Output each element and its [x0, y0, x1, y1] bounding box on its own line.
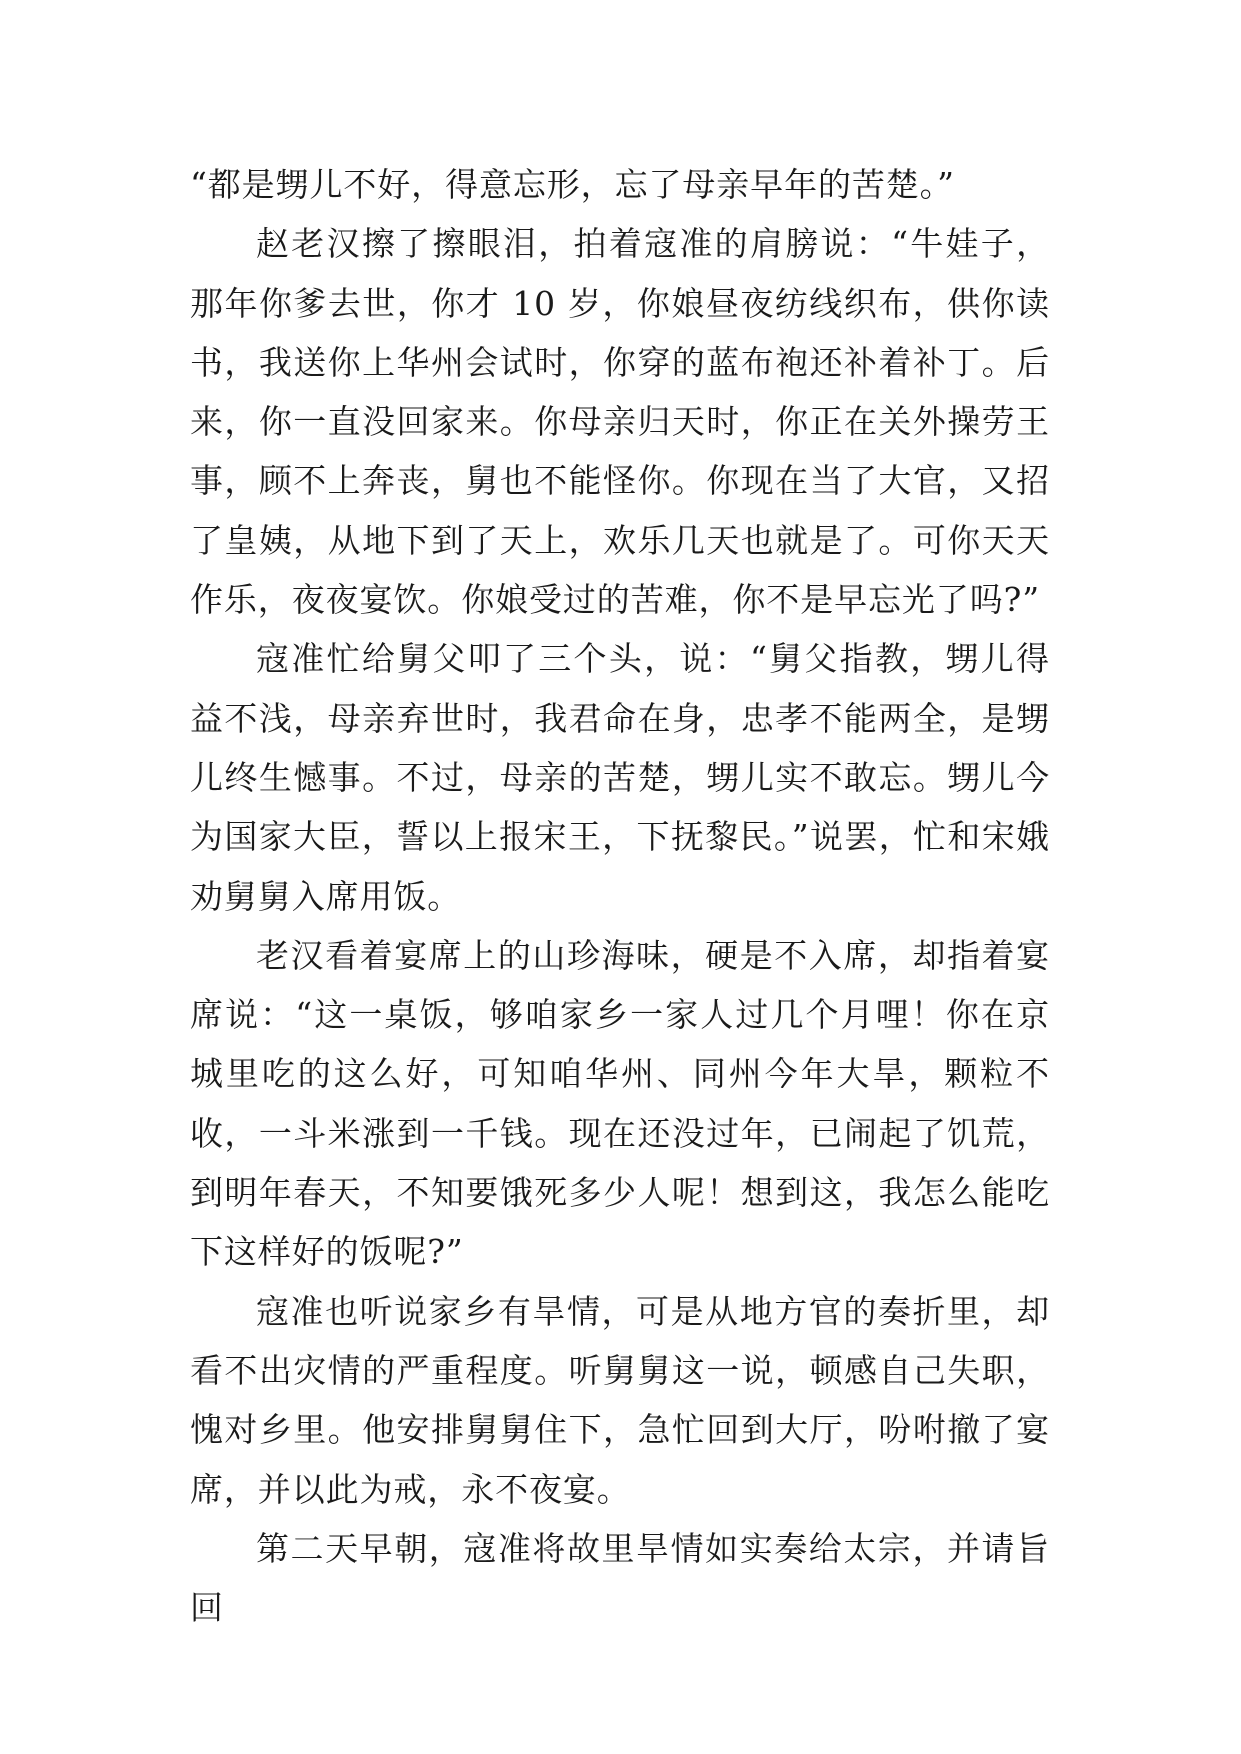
body-text	[190, 155, 1050, 1637]
paragraph: 赵老汉擦了擦眼泪，拍着寇准的肩膀说：“牛娃子，那年你爹去世，你才 10 岁，你娘昼夜纺线织布，供你读书，我送你上华州会试时，你穿的蓝布袍还补着补丁。后来，你一直没回家来。你母亲归天时，你正在关外操劳王事，顾不上奔丧，舅也不能怪你。你现在当了大官，又招了皇姨，从地下到了天上，欢乐几天也就是了。可你天天作乐，夜夜宴饮。你娘受过的苦难，你不是早忘光了吗?”	[190, 224, 1050, 620]
paragraph: “都是甥儿不好，得意忘形，忘了母亲早年的苦楚。”	[190, 165, 955, 204]
paragraph: 寇准忙给舅父叩了三个头，说：“舅父指教，甥儿得益不浅，母亲弃世时，我君命在身，忠孝不能两全，是甥儿终生憾事。不过，母亲的苦楚，甥儿实不敢忘。甥儿今为国家大臣，誓以上报宋王，下抚黎民。”说罢，忙和宋娥劝舅舅入席用饭。	[190, 639, 1050, 916]
paragraph: 第二天早朝，寇准将故里旱情如实奏给太宗，并请旨回	[190, 1528, 1050, 1628]
paragraph: 老汉看着宴席上的山珍海味，硬是不入席，却指着宴席说：“这一桌饭，够咱家乡一家人过几个月哩！你在京城里吃的这么好，可知咱华州、同州今年大旱，颗粒不收，一斗米涨到一千钱。现在还没过年，已闹起了饥荒，到明年春天，不知要饿死多少人呢！想到这，我怎么能吃下这样好的饭呢?”	[190, 935, 1050, 1272]
paragraph: 寇准也听说家乡有旱情，可是从地方官的奏折里，却看不出灾情的严重程度。听舅舅这一说，顿感自己失职，愧对乡里。他安排舅舅住下，急忙回到大厅，吩咐撤了宴席，并以此为戒，永不夜宴。	[190, 1291, 1050, 1509]
